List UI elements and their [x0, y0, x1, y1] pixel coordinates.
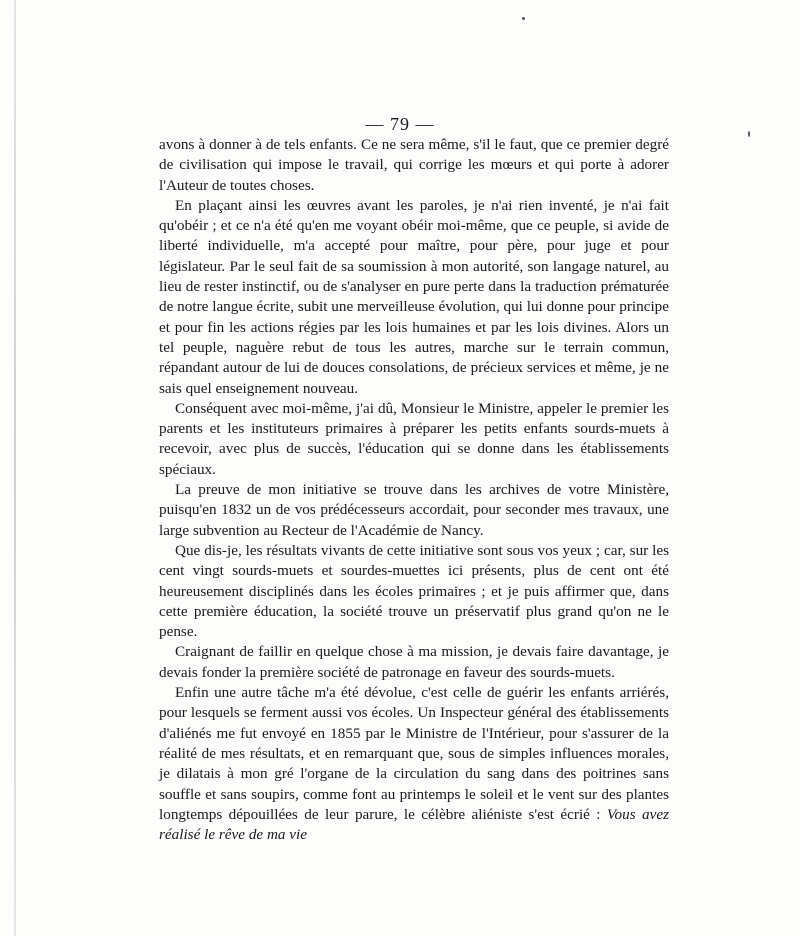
paragraph-5: Que dis-je, les résultats vivants de cette initiative sont sous vos yeux ; car, sur les cent vingt sourds-muets et sourdes-muettes ici présents, plus de cent ont été heureusement disciplinés dans les écoles primaires ; et je puis affirmer que, dans cette première éducation, la société trouve un préservatif plus grand qu'on ne le pense. — [159, 541, 669, 641]
body-text — [159, 135, 669, 845]
page-edge-shadow — [14, 0, 16, 936]
paragraph-4: La preuve de mon initiative se trouve dans les archives de votre Ministère, puisqu'en 1832 un de vos prédécesseurs accordait, pour seconder mes travaux, une large subvention au Recteur de l'Académie de Nancy. — [159, 481, 669, 539]
paragraph-1: avons à donner à de tels enfants. Ce ne sera même, s'il le faut, que ce premier degré de civilisation qui impose le travail, qui corrige les mœurs et qui porte à adorer l'Auteur de toutes choses. — [159, 136, 669, 194]
paragraph-7 — [159, 683, 669, 845]
ink-speck — [522, 17, 525, 20]
paragraph-7-text: Enfin une autre tâche m'a été dévolue, c'est celle de guérir les enfants arriérés, pour lesquels se ferment aussi vos écoles. Un Inspecteur général des établissements d'aliénés me fut envoyé en 1855 par le Ministre de l'Intérieur, pour s'assurer de la réalité de mes résultats, et en remarquant que, sous de simples influences morales, je dilatais à mon gré l'organe de la circulation du sang dans des poitrines sans souffle et sans soupirs, comme font au printemps le soleil et le vent sur des plantes longtemps dépouillées de leur parure, le célèbre aliéniste s'est écrié : — [159, 684, 669, 823]
paragraph-7-italic-quote: Vous avez réalisé le rêve de ma vie — [159, 805, 669, 844]
paragraph-2: En plaçant ainsi les œuvres avant les paroles, je n'ai rien inventé, je n'ai fait qu'obéir ; et ce n'a été qu'en me voyant obéir moi-même, que ce peuple, si avide de liberté individuelle, m'a accepté pour maître, pour père, pour juge et pour législateur. Par le seul fait de sa soumission à mon autorité, son langage naturel, au lieu de rester instinctif, ou de s'analyser en pure perte dans la traduction prématurée de notre langue écrite, subit une merveilleuse évolution, qui lui donne pour principe et pour fin les actions régies par les lois humaines et par les lois divines. Alors un tel peuple, naguère rebut de tous les autres, marche sur le terrain commun, répandant autour de lui de douces consolations, de précieux services et même, je ne sais quel enseignement nouveau. — [159, 196, 669, 397]
paragraph-6: Craignant de faillir en quelque chose à ma mission, je devais faire davantage, je devais fonder la première société de patronage en faveur des sourds-muets. — [159, 643, 669, 681]
page-number: — 79 — — [365, 114, 435, 134]
paragraph-3: Conséquent avec moi-même, j'ai dû, Monsieur le Ministre, appeler le premier les parents et les instituteurs primaires à préparer les petits enfants sourds-muets à recevoir, avec plus de succès, l'éducation qui se donne dans les établissements spéciaux. — [159, 399, 669, 478]
